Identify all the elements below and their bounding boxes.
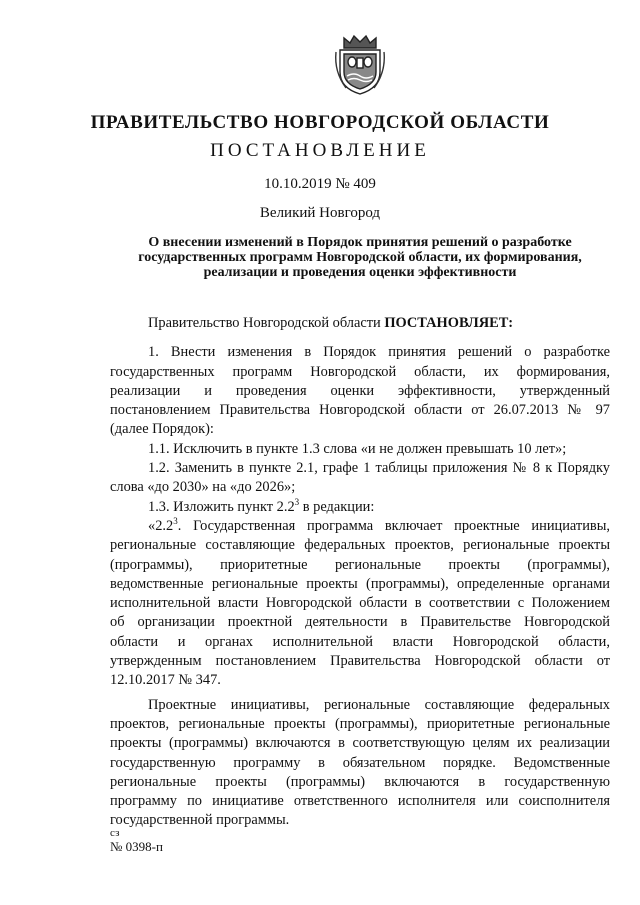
executor-initials: сз	[110, 827, 120, 839]
text-line: 1.2. Заменить в пункте 2.1, графе 1 таблицы приложения № 8 к Порядку	[148, 460, 610, 477]
text-line: утвержденным постановлением Правительства Новгородской области от	[110, 653, 610, 670]
text-span: в редакции:	[299, 498, 375, 515]
paragraph-1-1: 1.1. Исключить в пункте 1.3 слова «и не должен превышать 10 лет»;	[148, 440, 567, 457]
text-line: региональные составляющие федеральных проектов, региональные проекты	[110, 537, 610, 554]
text-line: государственных программ Новгородской области, их формирования,	[110, 363, 610, 380]
title-line: реализации и проведения оценки эффективности	[203, 265, 517, 280]
city: Великий Новгород	[259, 205, 381, 221]
text-line: исполнительной власти Новгородской области в соответствии с Положением	[110, 595, 610, 612]
text-line: 12.10.2017 № 347.	[110, 672, 221, 689]
text-line: ведомственные региональные проекты (программы), определенные органами	[110, 575, 610, 592]
paragraph-1-3	[110, 498, 610, 517]
registration-number: № 0398-п	[110, 839, 163, 854]
intro-paragraph	[110, 314, 610, 333]
text-line: программу по инициативе ответственного исполнителя или соисполнителя	[110, 793, 610, 810]
text-span: «2.2	[148, 517, 174, 534]
text-line: слова «до 2030» на «до 2026»;	[110, 479, 296, 496]
text-line	[110, 517, 610, 536]
document-footer	[110, 826, 163, 854]
text-line: постановлением Правительства Новгородской области от 26.07.2013 № 97	[110, 402, 610, 419]
text-line: проекты (программы) включаются в соответствующую целям их реализации	[110, 735, 610, 752]
paragraph-1-2	[110, 459, 610, 498]
date-and-number: 10.10.2019 № 409	[264, 176, 376, 192]
text-line: реализации и проведения оценки эффективности, утвержденный	[110, 382, 610, 399]
text-line: (далее Порядок):	[110, 421, 214, 438]
quoted-paragraph-2-2-3	[110, 517, 610, 691]
text-line: области и органах исполнительной власти Новгородской области,	[110, 633, 610, 650]
text-line: проектов, региональные проекты (программы), приоритетные региональные	[110, 715, 610, 732]
superscript: 3	[173, 516, 178, 527]
text-span: 1.3. Изложить пункт 2.2	[148, 498, 295, 515]
paragraph-projects	[110, 696, 610, 831]
text-span: . Государственная программа включает проектные инициативы,	[177, 517, 610, 534]
document-body	[110, 314, 610, 831]
text-line: об организации проектной деятельности в Правительстве Новгородской	[110, 614, 610, 631]
title-line: О внесении изменений в Порядок принятия решений о разработке	[148, 235, 572, 250]
intro-text: Правительство Новгородской области	[148, 315, 385, 331]
superscript: 3	[294, 496, 300, 507]
text-line: 1. Внести изменения в Порядок принятия решений о разработке	[148, 344, 610, 361]
text-line: государственной программы.	[110, 812, 290, 829]
authority-heading: ПРАВИТЕЛЬСТВО НОВГОРОДСКОЙ ОБЛАСТИ	[90, 112, 550, 133]
text-line: региональные проекты (программы) включаются в государственную	[110, 773, 610, 790]
text-line: государственную программу в обязательном порядке. Ведомственные	[110, 754, 610, 771]
document-type: ПОСТАНОВЛЕНИЕ	[210, 140, 430, 161]
title-line: государственных программ Новгородской области, их формирования,	[138, 250, 582, 265]
decree-word: ПОСТАНОВЛЯЕТ:	[384, 315, 514, 331]
document-title	[110, 235, 610, 280]
coat-of-arms-emblem	[332, 32, 388, 96]
text-line: (программы), приоритетные региональные проекты (программы),	[110, 556, 610, 573]
paragraph-1	[110, 343, 610, 439]
text-line: Проектные инициативы, региональные составляющие федеральных	[148, 696, 610, 713]
